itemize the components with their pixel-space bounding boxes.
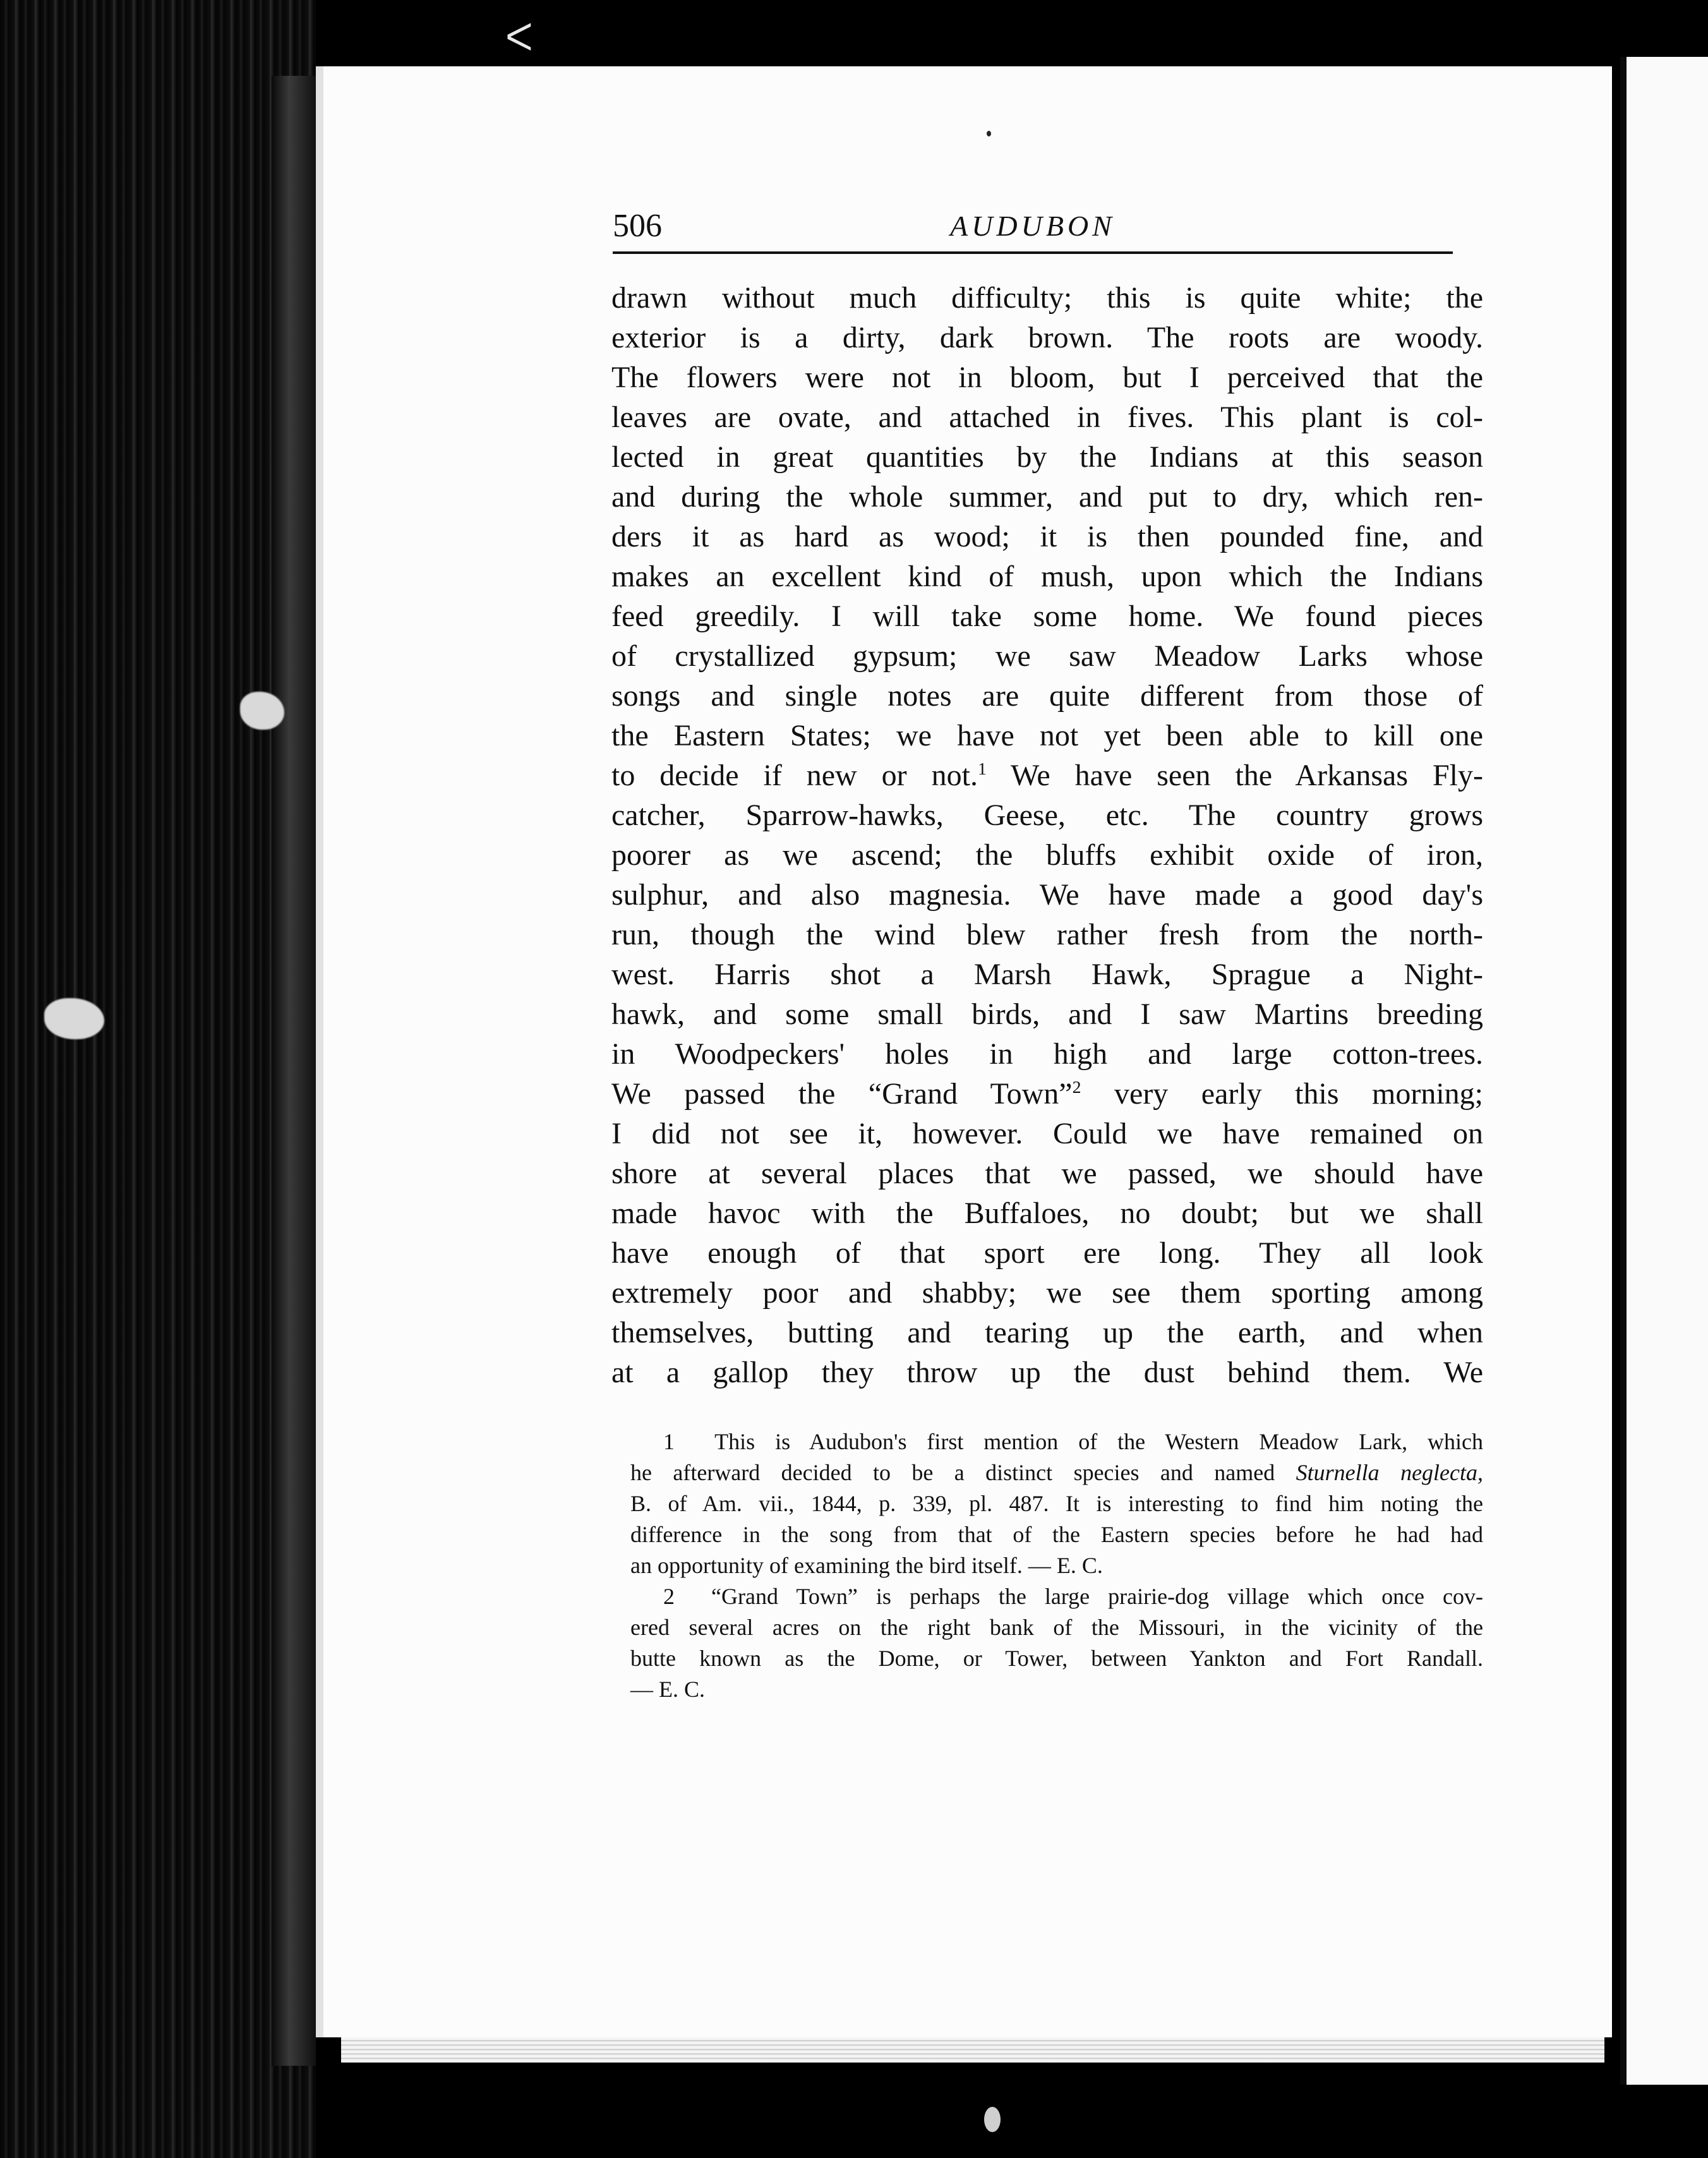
footnote-2-marker: 2 [663,1584,675,1609]
body-line: of crystallized gypsum; we saw Meadow Larks whose [611,639,1483,673]
running-title: AUDUBON [950,210,1116,242]
footnote-2-line: ered several acres on the right bank of the Missouri, in the vicinity of the [630,1615,1483,1640]
body-line: sulphur, and also magnesia. We have made a good day's [611,878,1483,912]
footnote-ref-2: 2 [1072,1078,1081,1097]
body-line: makes an excellent kind of mush, upon which the Indians [611,560,1483,593]
book-binding [0,0,316,2158]
book-binding-edge [272,76,316,2066]
page-number: 506 [613,208,662,244]
body-line-with-footnote-ref [611,1074,1483,1114]
footnote-1-line: an opportunity of examining the bird itself. — E. C. [630,1553,1103,1578]
body-line-text: very early this morning; [1081,1077,1483,1111]
body-line: made havoc with the Buffaloes, no doubt; but we shall [611,1197,1483,1230]
body-line: ders it as hard as wood; it is then pounded fine, and [611,520,1483,553]
corner-mark: ᐸ [505,17,533,59]
body-line: run, though the wind blew rather fresh from the north- [611,918,1483,951]
body-line: drawn without much difficulty; this is quite white; the [611,281,1483,315]
body-line: leaves are ovate, and attached in fives. This plant is col- [611,401,1483,434]
facing-page-edge [1620,57,1708,2085]
body-line: exterior is a dirty, dark brown. The roots are woody. [611,321,1483,354]
running-head [613,201,1453,254]
body-line-text: We have seen the Arkansas Fly- [986,759,1483,792]
footnote-2-line [630,1581,1483,1612]
footnote-1-line [630,1426,1483,1457]
footnote-1-line: B. of Am. vii., 1844, p. 339, pl. 487. It is interesting to find him noting the [630,1491,1483,1516]
body-text [611,278,1483,1392]
body-line: shore at several places that we passed, we should have [611,1157,1483,1190]
dust-speck [984,2107,1001,2132]
body-line: The flowers were not in bloom, but I perceived that the [611,361,1483,394]
footnote-ref-1: 1 [977,759,987,779]
dust-speck [987,131,991,136]
footnote-1-line [630,1457,1483,1488]
body-line: and during the whole summer, and put to dry, which ren- [611,480,1483,514]
body-line: lected in great quantities by the Indians at this season [611,440,1483,474]
body-line: I did not see it, however. Could we have remained on [611,1117,1483,1150]
body-line: feed greedily. I will take some home. We found pieces [611,600,1483,633]
body-line: have enough of that sport ere long. They all look [611,1236,1483,1270]
body-line: west. Harris shot a Marsh Hawk, Sprague a Night- [611,958,1483,991]
footnote-2-line: — E. C. [630,1677,706,1702]
species-name: Sturnella neglecta, [1296,1460,1484,1485]
body-line: at a gallop they throw up the dust behind them. We [611,1356,1483,1389]
body-line: songs and single notes are quite different from those of [611,679,1483,713]
body-line: hawk, and some small birds, and I saw Martins breeding [611,998,1483,1031]
body-line: in Woodpeckers' holes in high and large cotton-trees. [611,1037,1483,1071]
body-line: the Eastern States; we have not yet been able to kill one [611,719,1483,752]
body-line: poorer as we ascend; the bluffs exhibit oxide of iron, [611,838,1483,872]
body-line-text: We passed the “Grand Town” [611,1077,1073,1111]
body-line: themselves, butting and tearing up the earth, and when [611,1316,1483,1349]
body-line: extremely poor and shabby; we see them sporting among [611,1276,1483,1310]
footnote-2-line: butte known as the Dome, or Tower, between Yankton and Fort Randall. [630,1646,1483,1671]
footnotes [630,1426,1483,1705]
page-stack-edge [341,2037,1604,2063]
footnote-text: “Grand Town” is perhaps the large prairie-dog village which once cov- [711,1584,1484,1609]
footnote-text: he afterward decided to be a distinct species and named [630,1460,1275,1485]
body-line-with-footnote-ref [611,756,1483,795]
footnote-1-line: difference in the song from that of the Eastern species before he had had [630,1522,1483,1547]
body-line: catcher, Sparrow-hawks, Geese, etc. The country grows [611,799,1483,832]
body-line-text: to decide if new or not. [611,759,978,792]
footnote-1-marker: 1 [663,1429,675,1454]
footnote-text: This is Audubon's first mention of the Western Meadow Lark, which [714,1429,1483,1454]
